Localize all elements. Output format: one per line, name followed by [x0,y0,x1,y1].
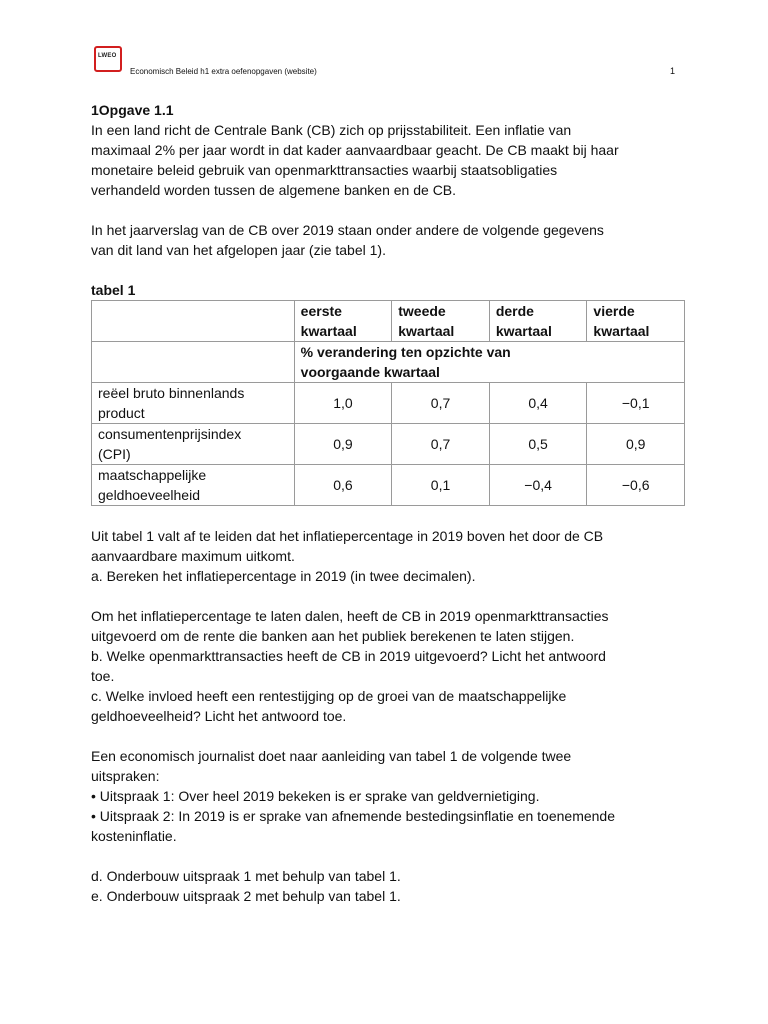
column-header: tweede kwartaal [392,301,490,342]
table-cell: 0,4 [489,383,587,424]
statements-intro: uitspraken: [91,768,160,784]
question-c: geldhoeveelheid? Licht het antwoord toe. [91,708,347,724]
statements-intro: Een economisch journalist doet naar aanleiding van tabel 1 de volgende twee [91,748,572,764]
table-cell: −0,4 [489,465,587,506]
question-a-intro: aanvaardbare maximum uitkomt. [91,548,295,564]
table-cell: 0,9 [587,424,685,465]
table-row [92,424,685,465]
table-cell: 0,5 [489,424,587,465]
document-header-title: Economisch Beleid h1 extra oefenopgaven (website) [130,67,317,76]
statement-2: • Uitspraak 2: In 2019 is er sprake van afnemende bestedingsinflatie en toenemende [91,808,616,824]
table-corner-cell [92,301,295,342]
table-cell: 0,1 [392,465,490,506]
table-title: tabel 1 [91,282,136,298]
table-cell: −0,1 [587,383,685,424]
table-cell: −0,6 [587,465,685,506]
row-label: consumentenprijsindex (CPI) [92,424,295,465]
question-b: b. Welke openmarkttransacties heeft de CB in 2019 uitgevoerd? Licht het antwoord [91,648,606,664]
question-a: a. Bereken het inflatiepercentage in 2019 (in twee decimalen). [91,568,476,584]
question-a-intro: Uit tabel 1 valt af te leiden dat het inflatiepercentage in 2019 boven het door de CB [91,528,604,544]
statement-1: • Uitspraak 1: Over heel 2019 bekeken is er sprake van geldvernietiging. [91,788,540,804]
lweo-logo [94,46,122,72]
page-number: 1 [670,66,676,76]
table-header-row [92,301,685,342]
logo-text: LWEO [98,53,117,59]
exercise-heading: 1Opgave 1.1 [91,102,174,118]
statement-2: kosteninflatie. [91,828,177,844]
document-body [91,100,691,906]
question-b-intro: uitgevoerd om de rente die banken aan het publiek berekenen te laten stijgen. [91,628,575,644]
intro-line: maximaal 2% per jaar wordt in dat kader aanvaardbaar geacht. De CB maakt bij haar [91,142,619,158]
column-header: eerste kwartaal [294,301,392,342]
column-header: derde kwartaal [489,301,587,342]
table-cell: 0,6 [294,465,392,506]
table-empty-cell [92,342,295,383]
table-subheader-row [92,342,685,383]
report-line: In het jaarverslag van de CB over 2019 staan onder andere de volgende gegevens [91,222,604,238]
question-c: c. Welke invloed heeft een rentestijging op de groei van de maatschappelijke [91,688,567,704]
table-cell: 0,7 [392,424,490,465]
table-row [92,465,685,506]
row-label: reëel bruto binnenlands product [92,383,295,424]
intro-line: verhandeld worden tussen de algemene banken en de CB. [91,182,457,198]
table-subheader: % verandering ten opzichte van voorgaande kwartaal [294,342,684,383]
table-row [92,383,685,424]
row-label: maatschappelijke geldhoeveelheid [92,465,295,506]
report-line: van dit land van het afgelopen jaar (zie tabel 1). [91,242,386,258]
table-cell: 0,9 [294,424,392,465]
question-d: d. Onderbouw uitspraak 1 met behulp van tabel 1. [91,868,401,884]
question-e: e. Onderbouw uitspraak 2 met behulp van tabel 1. [91,888,401,904]
table-cell: 0,7 [392,383,490,424]
intro-line: In een land richt de Centrale Bank (CB) zich op prijsstabiliteit. Een inflatie van [91,122,572,138]
data-table [91,300,685,506]
table-cell: 1,0 [294,383,392,424]
question-b: toe. [91,668,115,684]
question-b-intro: Om het inflatiepercentage te laten dalen, heeft de CB in 2019 openmarkttransacties [91,608,609,624]
column-header: vierde kwartaal [587,301,685,342]
intro-line: monetaire beleid gebruik van openmarkttransacties waarbij staatsobligaties [91,162,558,178]
